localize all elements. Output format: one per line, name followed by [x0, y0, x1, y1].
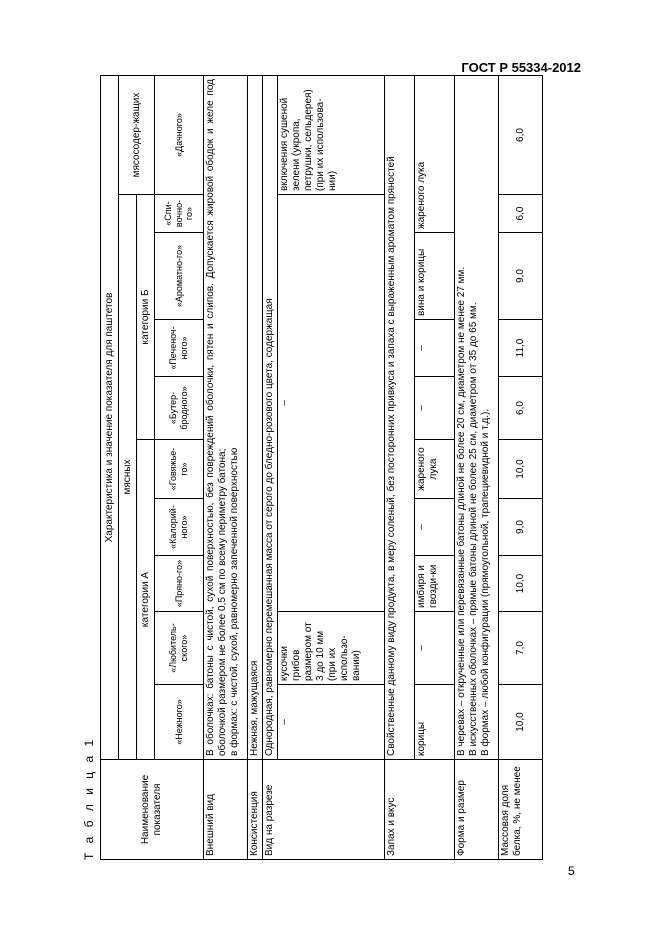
- header-product: «Нежного»: [155, 685, 204, 760]
- taste-intro: Свойственные данному виду продукта, в меру соленый, без посторонних привкуса и запаха с выраженным ароматом пряностей: [385, 75, 415, 759]
- header-category-b: категории Б: [137, 195, 155, 440]
- cut-view-mushrooms: кусочки грибов размером от 3 до 10 мм (при их использо-вании): [278, 612, 385, 685]
- header-product: «Спи-вочно-го»: [155, 195, 204, 233]
- row-name-cut-view: Вид на разрезе: [263, 760, 385, 860]
- header-product: «Печеноч-ного»: [155, 320, 204, 377]
- header-category-a: категории А: [137, 440, 155, 760]
- header-product: «Калорий-ного»: [155, 499, 204, 556]
- cut-view-dash: –: [278, 195, 385, 612]
- taste-dash: –: [415, 612, 455, 685]
- header-product: «Говяжье-го»: [155, 440, 204, 499]
- header-product: «Дачного»: [155, 75, 204, 194]
- header-meat-containing: мясосодер-жащих: [119, 75, 155, 194]
- header-characteristic: Характеристика и значение показателя для паштетов: [101, 75, 119, 759]
- shape-description: [455, 75, 499, 759]
- shape-line-2: В искусственных оболочках – прямые батоны длиной не более 25 см, диаметром от 35 до 65 мм.: [468, 302, 479, 756]
- shape-line-1: В черевах – открученные или перевязанные батоны длиной не более 20 см, диаметром не менее 27 мм.: [456, 266, 467, 756]
- taste-dash: –: [415, 320, 455, 377]
- taste-wine-cinnamon: вина и корицы: [415, 233, 455, 320]
- page-number: 5: [568, 864, 575, 878]
- shape-line-3: В формах – любой конфигурации (прямоугольной, трапециевидной и т.д.).: [480, 408, 491, 756]
- protein-value: 6,0: [499, 377, 543, 440]
- header-product: «Пряно-го»: [155, 556, 204, 612]
- header-product: «Ароматно-го»: [155, 233, 204, 320]
- cut-view-greens: включения сушеной зелени (укропа, петрушки, сельдерея) (при их использова-нии): [278, 75, 385, 194]
- protein-value: 10,0: [499, 556, 543, 612]
- taste-cinnamon: корицы: [415, 685, 455, 760]
- header-indicator: Наименование показателя: [101, 760, 204, 860]
- consistency-value: Нежная, мажущаяся: [248, 75, 263, 759]
- header-meat: мясных: [119, 195, 137, 760]
- protein-value: 6,0: [499, 75, 543, 194]
- taste-dash: –: [415, 377, 455, 440]
- document-code: ГОСТ Р 55334-2012: [461, 60, 581, 75]
- rotated-table-block: [80, 74, 585, 860]
- protein-value: 11,0: [499, 320, 543, 377]
- quality-indicators-table: [100, 75, 543, 860]
- appearance-line-1: В оболочках: батоны с чистой, сухой поверхностью, без повреждений оболочки, пятен и слипов. Допускается жировой ободок и желе под оболочкой размером не более 0,5 см по всему периметру батона;: [205, 78, 228, 756]
- protein-value: 9,0: [499, 233, 543, 320]
- protein-value: 10,0: [499, 685, 543, 760]
- taste-ginger-cloves: имбиря и гвозди-ки: [415, 556, 455, 612]
- protein-value: 7,0: [499, 612, 543, 685]
- header-product: «Любитель-ского»: [155, 612, 204, 685]
- taste-dash: –: [415, 499, 455, 556]
- taste-fried-onion: жареного лука: [415, 440, 455, 499]
- header-product: «Бутер-бродного»: [155, 377, 204, 440]
- cut-view-intro: Однородная, равномерно перемешанная масса от серого до бледно-розового цвета, содержащая: [263, 75, 278, 759]
- table-caption: Т а б л и ц а 1: [82, 736, 96, 860]
- protein-value: 10,0: [499, 440, 543, 499]
- appearance-line-2: в формах: с чистой, сухой, равномерно запеченной поверхностью: [229, 447, 240, 756]
- cut-view-dash: –: [278, 685, 385, 760]
- protein-value: 9,0: [499, 499, 543, 556]
- row-name-shape: Форма и размер: [455, 760, 499, 860]
- appearance-description: [204, 75, 248, 759]
- protein-value: 6,0: [499, 195, 543, 233]
- row-name-appearance: Внешний вид: [204, 760, 248, 860]
- row-name-consistency: Консистенция: [248, 760, 263, 860]
- row-name-protein: Массовая доля белка, %, не менее: [499, 760, 543, 860]
- taste-fried-onion: жареного лука: [415, 75, 455, 232]
- row-name-taste: Запах и вкус: [385, 760, 455, 860]
